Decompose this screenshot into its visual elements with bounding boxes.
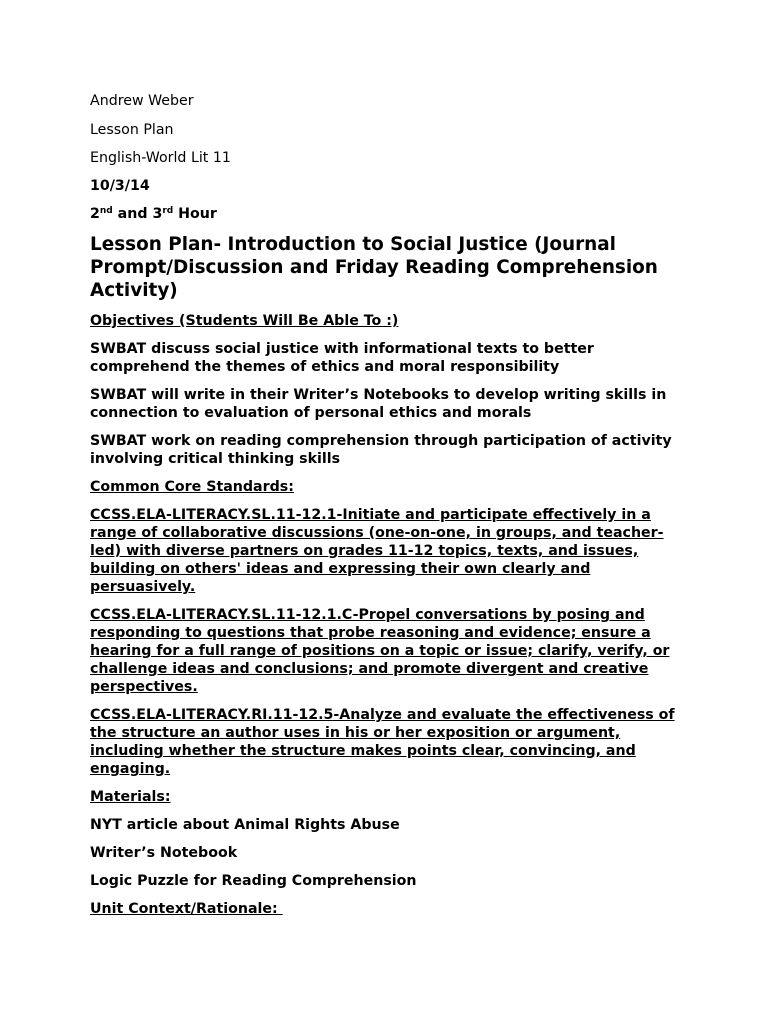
lesson-title-line: Activity) — [90, 280, 178, 301]
objectives-heading: Objectives (Students Will Be Able To :) — [90, 313, 399, 329]
unit-context-heading: Unit Context/Rationale: — [90, 901, 283, 917]
standard-line: hearing for a full range of positions on a topic or issue; clarify, verify, or — [90, 643, 670, 659]
lesson-title-line: Prompt/Discussion and Friday Reading Comprehension — [90, 257, 658, 278]
materials-heading: Materials: — [90, 789, 171, 805]
standard-line: persuasively. — [90, 579, 196, 595]
standards-heading: Common Core Standards: — [90, 479, 294, 495]
class-hours: 2nd and 3rd Hour — [90, 206, 217, 222]
standard-line: the structure an author uses in his or her exposition or argument, — [90, 725, 621, 741]
objective-line: SWBAT work on reading comprehension through participation of activity — [90, 433, 672, 449]
objective-line: involving critical thinking skills — [90, 451, 341, 467]
standard-line: perspectives. — [90, 679, 198, 695]
objective-line: comprehend the themes of ethics and moral responsibility — [90, 359, 560, 375]
material-item: Logic Puzzle for Reading Comprehension — [90, 873, 417, 889]
lesson-date: 10/3/14 — [90, 178, 150, 194]
course-name: English-World Lit 11 — [90, 150, 231, 166]
document-type: Lesson Plan — [90, 122, 174, 138]
standard-line: building on others' ideas and expressing their own clearly and — [90, 561, 591, 577]
standard-line: engaging. — [90, 761, 171, 777]
objective-line: SWBAT will write in their Writer’s Notebooks to develop writing skills in — [90, 387, 667, 403]
lesson-title-line: Lesson Plan- Introduction to Social Justice (Journal — [90, 234, 616, 255]
standard-line: led) with diverse partners on grades 11-12 topics, texts, and issues, — [90, 543, 639, 559]
standard-line: range of collaborative discussions (one-on-one, in groups, and teacher- — [90, 525, 664, 541]
objective-line: connection to evaluation of personal ethics and morals — [90, 405, 532, 421]
author-name: Andrew Weber — [90, 93, 194, 109]
standard-line: including whether the structure makes points clear, convincing, and — [90, 743, 636, 759]
material-item: NYT article about Animal Rights Abuse — [90, 817, 400, 833]
standard-line: CCSS.ELA-LITERACY.SL.11-12.1-Initiate and participate effectively in a — [90, 507, 651, 523]
standard-line: CCSS.ELA-LITERACY.RI.11-12.5-Analyze and evaluate the effectiveness of — [90, 707, 675, 723]
objective-line: SWBAT discuss social justice with informational texts to better — [90, 341, 594, 357]
standard-line: challenge ideas and conclusions; and promote divergent and creative — [90, 661, 649, 677]
material-item: Writer’s Notebook — [90, 845, 238, 861]
standard-line: responding to questions that probe reasoning and evidence; ensure a — [90, 625, 651, 641]
standard-line: CCSS.ELA-LITERACY.SL.11-12.1.C-Propel conversations by posing and — [90, 607, 645, 623]
